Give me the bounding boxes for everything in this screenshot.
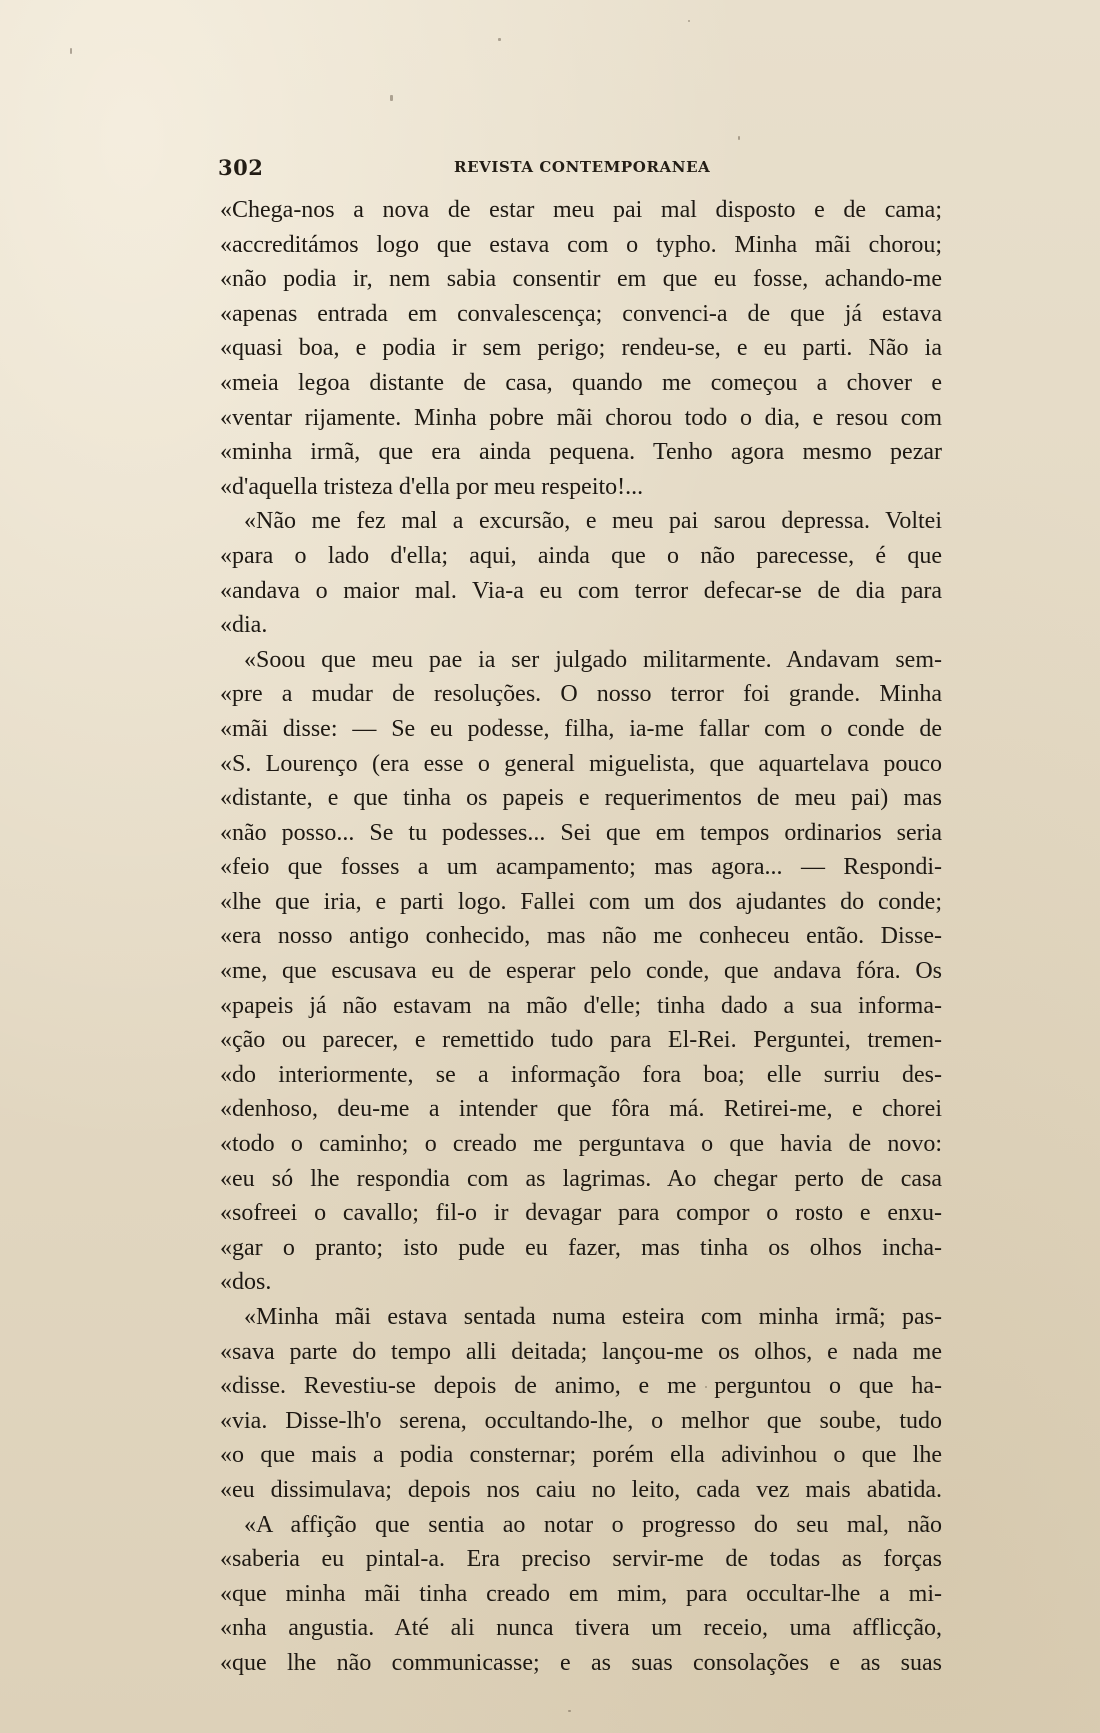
text-line: «o que mais a podia consternar; porém ella adivinhou o que lhe bbox=[220, 1442, 942, 1469]
text-line: «sofreei o cavallo; fil-o ir devagar para compor o rosto e enxu- bbox=[220, 1200, 942, 1227]
text-line: «distante, e que tinha os papeis e requerimentos de meu pai) mas bbox=[220, 785, 942, 812]
text-line: «denhoso, deu-me a intender que fôra má. Retirei-me, e chorei bbox=[220, 1096, 942, 1123]
text-line: «sava parte do tempo alli deitada; lançou-me os olhos, e nada me bbox=[220, 1338, 942, 1365]
paper-speck bbox=[498, 38, 501, 41]
text-line: «andava o maior mal. Via-a eu com terror defecar-se de dia para bbox=[220, 577, 942, 604]
text-line: «nha angustia. Até ali nunca tivera um receio, uma afflicção, bbox=[220, 1615, 942, 1642]
text-line: «pre a mudar de resoluções. O nosso terror foi grande. Minha bbox=[220, 681, 942, 708]
text-line: «Soou que meu pae ia ser julgado militarmente. Andavam sem- bbox=[244, 646, 942, 673]
text-line: «quasi boa, e podia ir sem perigo; rendeu-se, e eu parti. Não ia bbox=[220, 335, 942, 362]
text-line: «dos. bbox=[220, 1269, 272, 1296]
paper-speck bbox=[390, 95, 393, 101]
text-line: «S. Lourenço (era esse o general miguelista, que aquartelava pouco bbox=[220, 750, 942, 777]
text-line: «lhe que iria, e parti logo. Fallei com um dos ajudantes do conde; bbox=[220, 888, 942, 915]
text-line: «minha irmã, que era ainda pequena. Tenho agora mesmo pezar bbox=[220, 439, 942, 466]
text-line: «meia legoa distante de casa, quando me começou a chover e bbox=[220, 369, 942, 396]
paper-speck bbox=[738, 136, 740, 140]
text-line: «que minha mãi tinha creado em mim, para occultar-lhe a mi- bbox=[220, 1580, 942, 1607]
text-line: «era nosso antigo conhecido, mas não me conheceu então. Disse- bbox=[220, 923, 942, 950]
text-line: «Chega-nos a nova de estar meu pai mal disposto e de cama; bbox=[220, 197, 942, 223]
text-line: «Não me fez mal a excursão, e meu pai sarou depressa. Voltei bbox=[244, 508, 942, 535]
text-line: «ção ou parecer, e remettido tudo para El-Rei. Perguntei, tremen- bbox=[220, 1027, 942, 1054]
text-line: «papeis já não estavam na mão d'elle; tinha dado a sua informa- bbox=[220, 992, 942, 1019]
text-line: «disse. Revestiu-se depois de animo, e me perguntou o que ha- bbox=[220, 1373, 942, 1400]
paper-speck bbox=[568, 1710, 571, 1712]
text-line: «não podia ir, nem sabia consentir em que eu fosse, achando-me bbox=[220, 266, 942, 293]
text-line: «eu dissimulava; depois nos caiu no leito, cada vez mais abatida. bbox=[220, 1476, 942, 1503]
paper-speck bbox=[688, 20, 690, 22]
text-line: «Minha mãi estava sentada numa esteira com minha irmã; pas- bbox=[244, 1304, 942, 1330]
text-line: «saberia eu pintal-a. Era preciso servir-me de todas as forças bbox=[220, 1546, 942, 1573]
text-line: «para o lado d'ella; aqui, ainda que o não parecesse, é que bbox=[220, 542, 942, 569]
paper-speck bbox=[70, 48, 72, 54]
text-line: «apenas entrada em convalescença; convenci-a de que já estava bbox=[220, 300, 942, 327]
text-line: «mãi disse: — Se eu podesse, filha, ia-me fallar com o conde de bbox=[220, 715, 942, 742]
text-line: «accreditámos logo que estava com o typho. Minha mãi chorou; bbox=[220, 231, 942, 258]
text-line: «eu só lhe respondia com as lagrimas. Ao chegar perto de casa bbox=[220, 1165, 942, 1192]
text-line: «feio que fosses a um acampamento; mas agora... — Respondi- bbox=[220, 854, 942, 881]
text-line: «que lhe não communicasse; e as suas consolações e as suas bbox=[220, 1649, 942, 1676]
text-line: «A affição que sentia ao notar o progresso do seu mal, não bbox=[244, 1511, 942, 1538]
running-head bbox=[218, 155, 940, 185]
text-line: «ventar rijamente. Minha pobre mãi chorou todo o dia, e resou com bbox=[220, 404, 942, 431]
text-line: «via. Disse-lh'o serena, occultando-lhe, o melhor que soube, tudo bbox=[220, 1407, 942, 1434]
text-line: «me, que escusava eu de esperar pelo conde, que andava fóra. Os bbox=[220, 958, 942, 985]
journal-title: REVISTA CONTEMPORANEA bbox=[454, 158, 711, 176]
page-number: 302 bbox=[218, 155, 264, 180]
text-line: «dia. bbox=[220, 612, 268, 639]
text-line: «do interiormente, se a informação fora boa; elle surriu des- bbox=[220, 1061, 942, 1088]
text-line: «não posso... Se tu podesses... Sei que em tempos ordinarios seria bbox=[220, 819, 942, 846]
text-line: «gar o pranto; isto pude eu fazer, mas tinha os olhos incha- bbox=[220, 1234, 942, 1261]
body-text bbox=[220, 193, 942, 1681]
text-line: «todo o caminho; o creado me perguntava o que havia de novo: bbox=[220, 1131, 942, 1158]
text-line: «d'aquella tristeza d'ella por meu respeito!... bbox=[220, 473, 644, 500]
